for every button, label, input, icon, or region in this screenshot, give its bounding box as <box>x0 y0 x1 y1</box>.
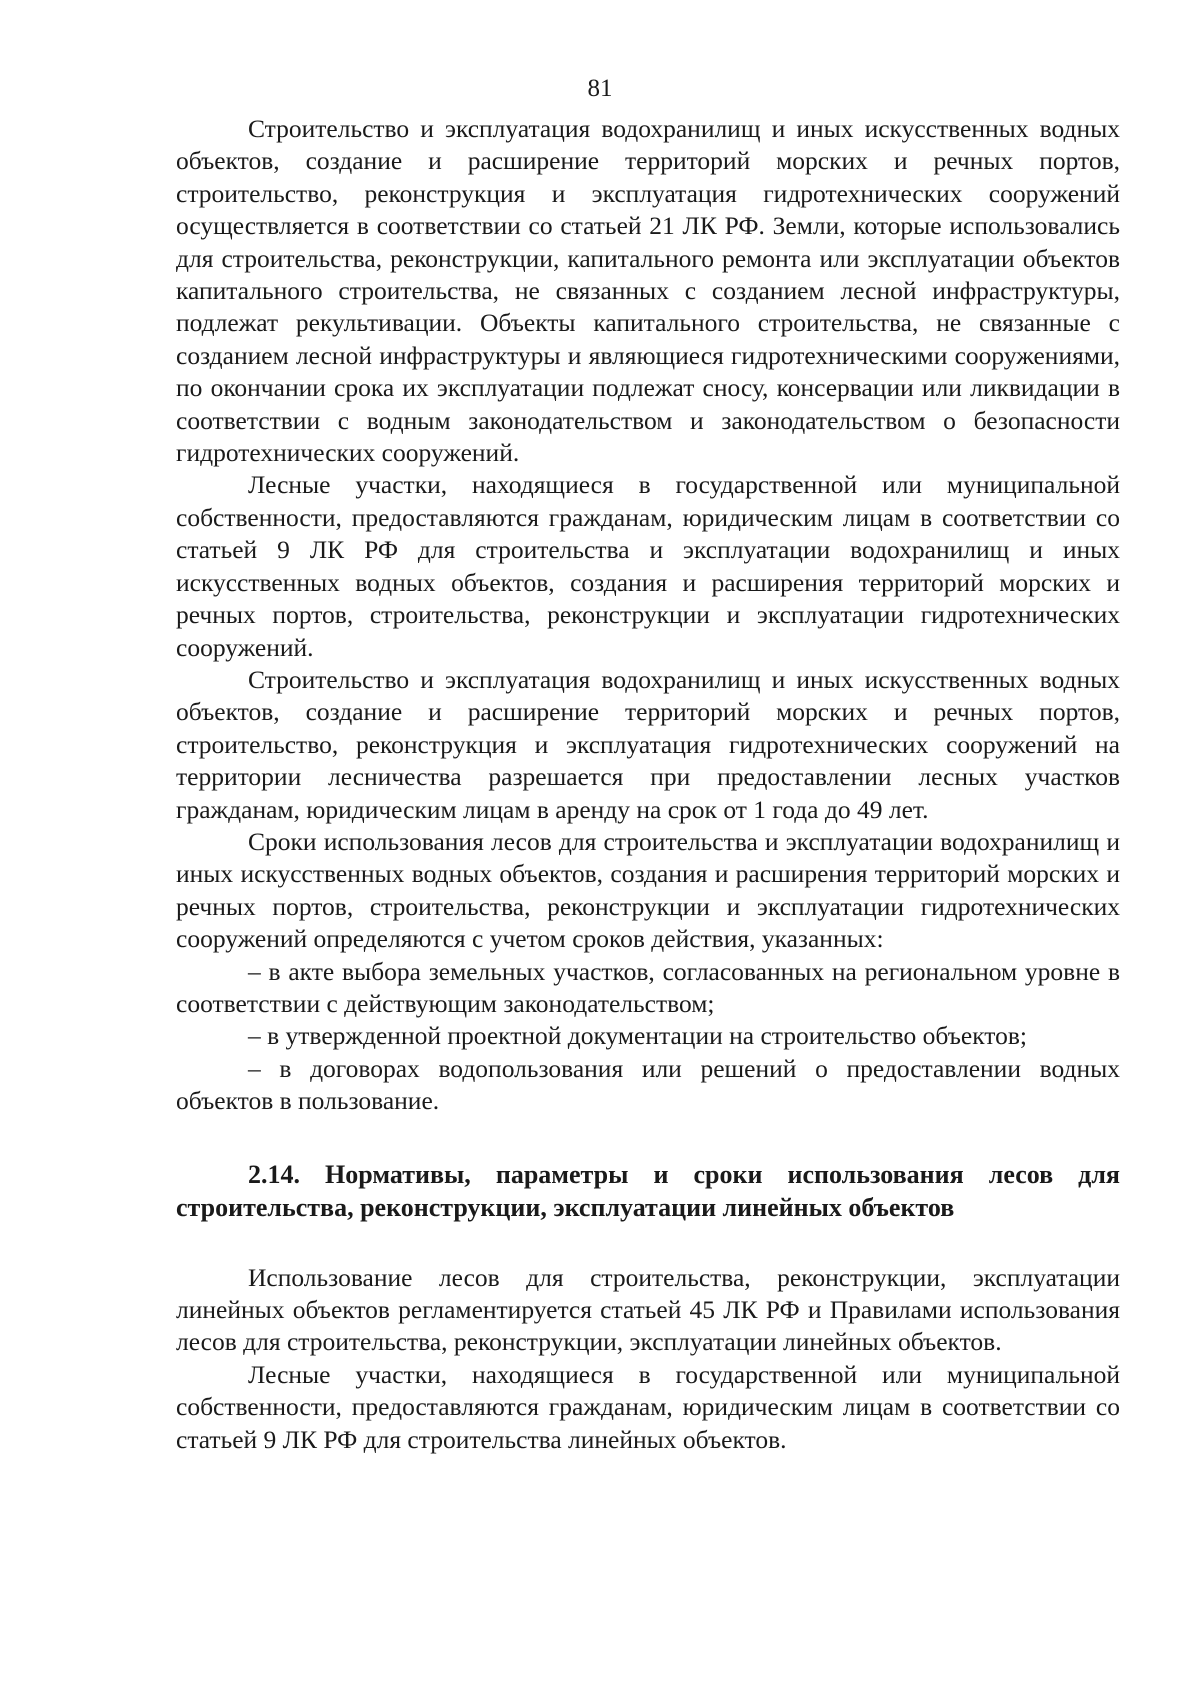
paragraph-linear-objects-usage: Использование лесов для строительства, реконструкции, эксплуатации линейных объектов регламентируется статьей 45 ЛК РФ и Правилами использования лесов для строительства, реконструкции, эксплуатации линейных объектов. <box>176 1262 1120 1357</box>
dash-list-item: – в утвержденной проектной документации на строительство объектов; <box>248 1021 1027 1051</box>
dash-list <box>176 956 1120 1118</box>
dash-list-item: – в договорах водопользования или решений о предоставлении водных объектов в пользование. <box>176 1053 1120 1116</box>
page-content <box>176 113 1120 1456</box>
page-number: 81 <box>587 75 613 102</box>
dash-list-item: – в акте выбора земельных участков, согласованных на региональном уровне в соответствии с действующим законодательством; <box>176 956 1120 1018</box>
paragraph-hydro-construction: Строительство и эксплуатация водохранилищ и иных искусственных водных объектов, создание и расширение территорий морских и речных портов, строительство, реконструкция и эксплуатация гидротехнических сооружений осуществляется в соответствии со статьей 21 ЛК РФ. Земли, которые использовались для строительства, реконструкции, капитального ремонта или эксплуатации объектов капитального строительства, не связанных с созданием лесной инфраструктуры, подлежат рекультивации. Объекты капитального строительства, не связанные с созданием лесной инфраструктуры и являющиеся гидротехническими сооружениями, по окончании срока их эксплуатации подлежат сносу, консервации или ликвидации в соответствии с водным законодательством и законодательством о безопасности гидротехнических сооружений. <box>176 114 1120 468</box>
paragraph-usage-terms: Сроки использования лесов для строительства и эксплуатации водохранилищ и иных искусственных водных объектов, создания и расширения территорий морских и речных портов, строительства, реконструкции и эксплуатации гидротехнических сооружений определяются с учетом сроков действия, указанных: <box>176 826 1120 954</box>
paragraph-forest-plots-hydro: Лесные участки, находящиеся в государственной или муниципальной собственности, предоставляются гражданам, юридическим лицам в соответствии со статьей 9 ЛК РФ для строительства и эксплуатации водохранилищ и иных искусственных водных объектов, создания и расширения территорий морских и речных портов, строительства, реконструкции и эксплуатации гидротехнических сооружений. <box>176 470 1120 662</box>
paragraph-forest-plots-linear: Лесные участки, находящиеся в государственной или муниципальной собственности, предоставляются гражданам, юридическим лицам в соответствии со статьей 9 ЛК РФ для строительства линейных объектов. <box>176 1359 1120 1454</box>
paragraph-lease-term: Строительство и эксплуатация водохранилищ и иных искусственных водных объектов, создание и расширение территорий морских и речных портов, строительство, реконструкция и эксплуатация гидротехнических сооружений на территории лесничества разрешается при предоставлении лесных участков гражданам, юридическим лицам в аренду на срок от 1 года до 49 лет. <box>176 664 1120 824</box>
section-heading: 2.14. Нормативы, параметры и сроки использования лесов для строительства, реконструкции, эксплуатации линейных объектов <box>176 1159 1120 1222</box>
